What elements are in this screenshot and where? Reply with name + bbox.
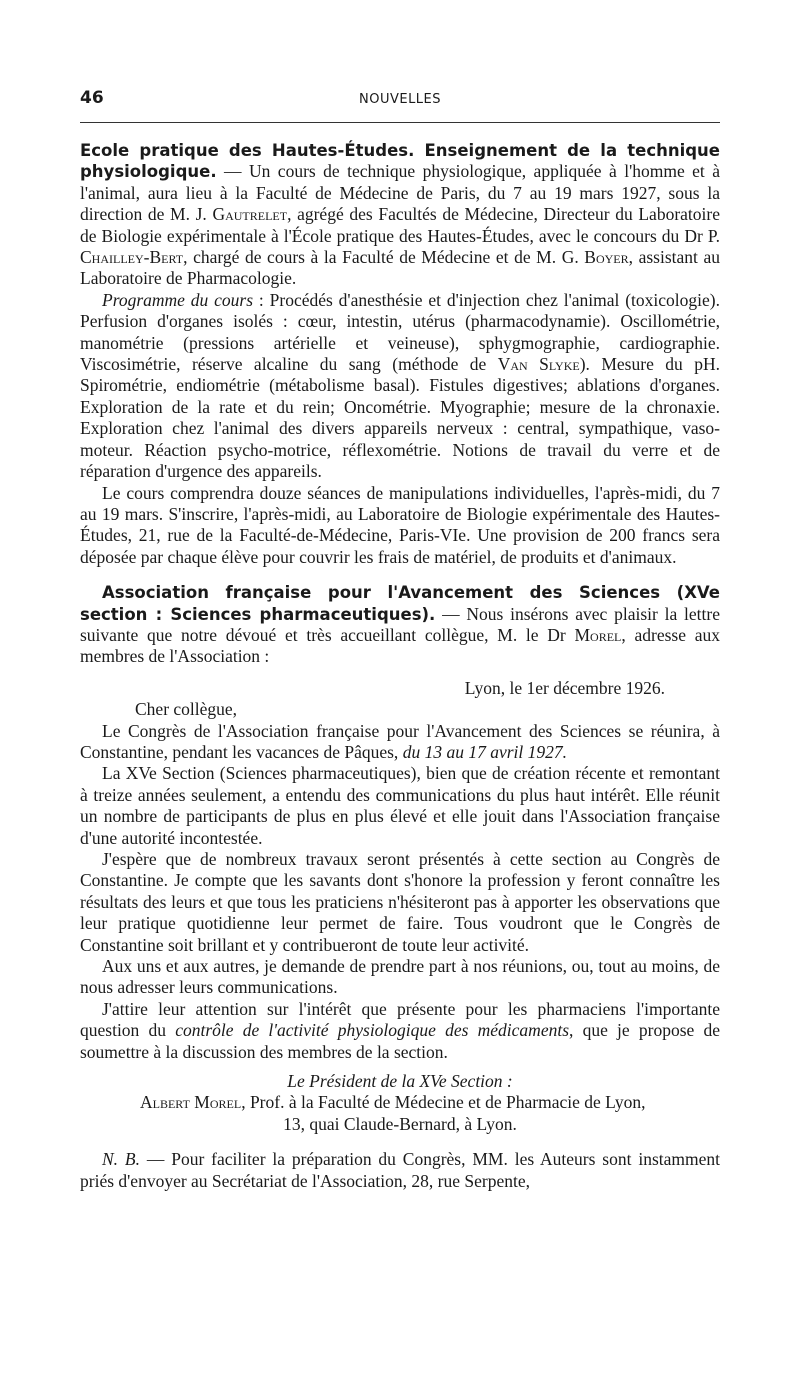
congress-dates: du 13 au 17 avril 1927.: [402, 741, 567, 762]
letter-date: Lyon, le 1er décembre 1926.: [464, 677, 665, 698]
letter-paragraph-5: [80, 999, 720, 1063]
ecole-paragraph-programme: [80, 290, 720, 483]
running-head: NOUVELLES: [358, 92, 442, 107]
text-run: — Nous insérons avec plaisir la lettre suivante que notre dévoué et très accueillant collègue, M. le Dr: [80, 603, 720, 645]
person-name: Chailley-Bert: [80, 247, 184, 268]
text-run: Le Congrès de l'Association française pour l'Avancement des Sciences se réunira, à Constantine, pendant les vacances de Pâques,: [80, 720, 720, 762]
letter-paragraph-4: Aux uns et aux autres, je demande de prendre part à nos réunions, ou, tout au moins, de nous adresser leurs communications.: [80, 956, 720, 998]
signer-line: [80, 1092, 720, 1113]
ecole-heading: Ecole pratique des Hautes-Études. Enseignement de la technique physiologique.: [80, 141, 720, 182]
text-run: , que je propose de soumettre à la discussion des membres de la section.: [80, 1020, 720, 1062]
article-body: [80, 140, 720, 1192]
page-header: [80, 88, 720, 118]
nb-paragraph: [80, 1149, 720, 1192]
signature-title: Le Président de la XVe Section :: [287, 1071, 513, 1092]
person-name: Boyer: [584, 247, 629, 268]
text-run: : Procédés d'anesthésie et d'injection chez l'animal (toxicologie). Perfusion d'organes isolés : cœur, intestin, utérus (pharmacodynamie). Oscillométrie, manométrie (pressions artérielle et veineuse), sphygmographie, cardiographie. Viscosimétrie, réserve alcaline du sang (méthode de: [80, 289, 720, 375]
text-run: , Prof. à la Faculté de Médecine et de Pharmacie de Lyon,: [241, 1092, 646, 1113]
text-run: , agrégé des Facultés de Médecine, Directeur du Laboratoire de Biologie expérimentale à l'École pratique des Hautes-Études, avec le concours du Dr P.: [80, 204, 720, 246]
ecole-paragraph-1: [80, 140, 720, 290]
section-gap: [80, 1135, 720, 1149]
letter-salutation: Cher collègue,: [135, 699, 238, 720]
header-rule: [80, 122, 720, 123]
text-run: ). Mesure du pH. Spirométrie, endiométrie (métabolisme basal). Fistules digestives; ablations d'organes. Exploration de la rate et du rein; Oncométrie. Myographie; mesure de la chronaxie. Exploration chez l'animal des divers appareils nerveux : central, sympathique, vaso-moteur. Réaction psycho-motrice, réflexométrie. Notions de travail du verre et de réparation d'urgence des appareils.: [80, 354, 720, 482]
letter-paragraph-3: J'espère que de nombreux travaux seront présentés à cette section au Congrès de Constantine. Je compte que les savants dont s'honore la profession y feront connaître les résultats des leurs et que tous les praticiens n'hésiteront pas à apporter les observations que leur pratique quotidienne leur permet de faire. Tous voudront que le Congrès de Constantine soit brillant et y contribueront de toute leur activité.: [80, 849, 720, 955]
ecole-paragraph-3: Le cours comprendra douze séances de manipulations individuelles, l'après-midi, du 7 au 19 mars. S'inscrire, l'après-midi, au Laboratoire de Biologie expérimentale des Hautes-Études, 21, rue de la Faculté-de-Médecine, Paris-VIe. Une provision de 200 francs sera déposée par chaque élève pour couvrir les frais de matériel, de produits et d'animaux.: [80, 482, 720, 567]
association-intro: [80, 582, 720, 668]
text-run: J'attire leur attention sur l'intérêt que présente pour les pharmaciens l'importante question du: [80, 998, 720, 1041]
letter-paragraph-1: [80, 721, 720, 764]
programme-label: Programme du cours: [102, 289, 254, 310]
signer-name: Albert Morel: [140, 1092, 242, 1113]
person-name: Morel: [574, 624, 622, 645]
text-run: , assistant au Laboratoire de Pharmacologie.: [80, 247, 720, 289]
person-name: Gautrelet: [212, 204, 288, 225]
text-run: , chargé de cours à la Faculté de Médecine et de M. G.: [183, 247, 585, 268]
association-heading: Association française pour l'Avancement des Sciences (XVe section : Sciences pharmaceutiques).: [80, 583, 720, 624]
emphasized-topic: contrôle de l'activité physiologique des médicaments: [175, 1020, 570, 1041]
signer-address: 13, quai Claude-Bernard, à Lyon.: [283, 1113, 517, 1134]
text-run: , adresse aux membres de l'Association :: [80, 624, 720, 667]
text-run: — Pour faciliter la préparation du Congrès, MM. les Auteurs sont instamment priés d'envoyer au Secrétariat de l'Association, 28, rue Serpente,: [80, 1149, 720, 1191]
person-name: Van Slyke: [497, 354, 580, 375]
letter-paragraph-2: La XVe Section (Sciences pharmaceutiques), bien que de création récente et remontant à treize années seulement, a entendu des communications du plus haut intérêt. Elle réunit un nombre de participants de plus en plus élevé et elle jouit dans l'Association française d'une autorité incontestée.: [80, 763, 720, 848]
page-number: 46: [80, 88, 104, 108]
nb-label: N. B.: [102, 1149, 140, 1170]
section-gap: [80, 568, 720, 582]
text-run: — Un cours de technique physiologique, appliquée à l'homme et à l'animal, aura lieu à la Faculté de Médecine de Paris, du 7 au 19 mars 1927, sous la direction de M. J.: [80, 161, 720, 225]
